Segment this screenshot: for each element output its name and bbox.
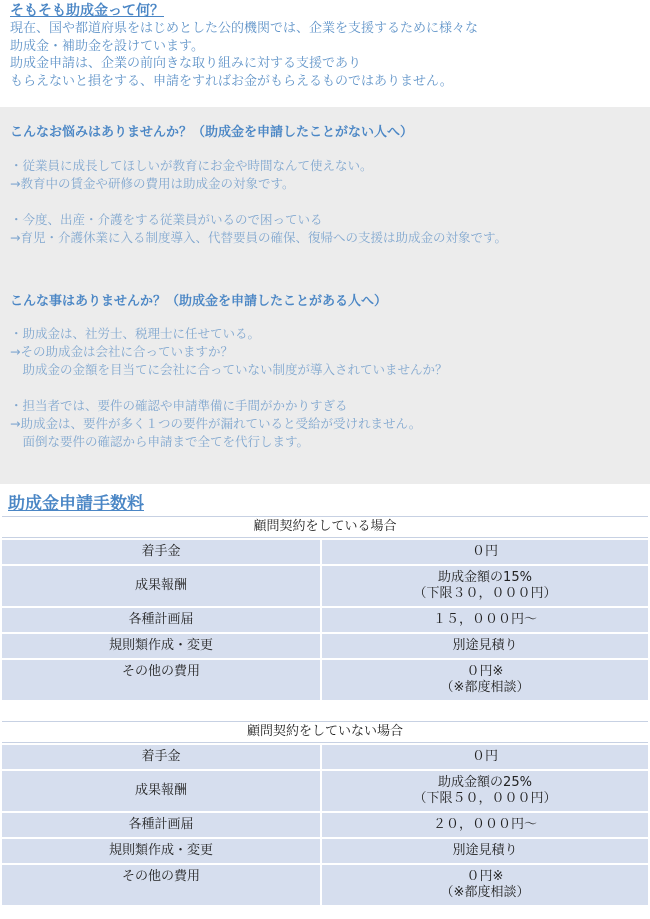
fee-label: 規則類作成・変更 (2, 839, 320, 863)
worries-new-heading: こんなお悩みはありませんか？（助成金を申請したことがない人へ） (10, 125, 414, 140)
table-row (2, 813, 648, 837)
fee-value-line: （※都度相談） (440, 680, 530, 695)
fee-table-header: 顧問契約をしていない場合 (2, 721, 648, 743)
fee-table-header-row (2, 721, 648, 743)
fee-label: 成果報酬 (2, 771, 320, 811)
worries-box (0, 107, 650, 484)
fee-value (320, 771, 648, 811)
table-row (2, 839, 648, 863)
fee-label: その他の費用 (2, 660, 320, 700)
table-row (2, 540, 648, 564)
fee-label: 各種計画届 (2, 813, 320, 837)
fee-value-line: （下限３０，０００円） (413, 586, 557, 601)
fee-value-line: ０円※ (466, 664, 504, 679)
worries-exp-item: →その助成金は会社に合っていますか？ (10, 344, 233, 359)
table-row (2, 608, 648, 632)
worries-exp-item: →助成金は、要件が多く１つの要件が漏れていると受給が受けれません。 (10, 416, 422, 431)
fee-value-line: ０円※ (466, 869, 504, 884)
worries-new-item: →教育中の賃金や研修の費用は助成金の対象です。 (10, 176, 295, 191)
fee-value: ２０，０００円～ (320, 813, 648, 837)
fee-table-header-row (2, 516, 648, 538)
fee-value (320, 660, 648, 700)
worries-exp-item: 面倒な要件の確認から申請まで全てを代行します。 (10, 434, 310, 449)
fee-value: 別途見積り (320, 634, 648, 658)
intro-line: 現在、国や都道府県をはじめとした公的機関では、企業を支援するために様々な (10, 21, 479, 36)
intro-line: 助成金申請は、企業の前向きな取り組みに対する支援であり (10, 56, 362, 71)
fee-value (320, 865, 648, 905)
fee-value-line: 助成金額の15% (438, 570, 532, 585)
fee-value: １５，０００円～ (320, 608, 648, 632)
fee-value: 別途見積り (320, 839, 648, 863)
table-row (2, 634, 648, 658)
fee-label: その他の費用 (2, 865, 320, 905)
fee-label: 着手金 (2, 540, 320, 564)
worries-exp-heading: こんな事はありませんか？（助成金を申請したことがある人へ） (10, 294, 388, 309)
fee-value (320, 566, 648, 606)
table-row (2, 771, 648, 811)
worries-exp-item: 助成金の金額を目当てに会社に合っていない制度が導入されていませんか？ (10, 362, 448, 377)
intro-line: 助成金・補助金を設けています。 (10, 38, 204, 54)
intro-section (10, 2, 640, 90)
fee-value: ０円 (320, 540, 648, 564)
fee-table-with-contract (2, 514, 648, 702)
fee-value-line: （下限５０，０００円） (413, 791, 557, 806)
table-row (2, 745, 648, 769)
worries-new-item: →育児・介護休業に入る制度導入、代替要員の確保、復帰への支援は助成金の対象です。 (10, 230, 507, 245)
intro-title: そもそも助成金って何？ (10, 3, 164, 19)
worries-new-item: ・従業員に成長してほしいが教育にお金や時間なんて使えない。 (10, 158, 373, 173)
fee-value-line: 助成金額の25% (438, 775, 532, 790)
fee-label: 規則類作成・変更 (2, 634, 320, 658)
fee-label: 各種計画届 (2, 608, 320, 632)
table-row (2, 566, 648, 606)
worries-exp-item: ・助成金は、社労士、税理士に任せている。 (10, 326, 261, 341)
worries-new-item: ・今度、出産・介護をする従業員がいるので困っている (10, 212, 323, 227)
fee-value: ０円 (320, 745, 648, 769)
table-row (2, 865, 648, 905)
fee-label: 成果報酬 (2, 566, 320, 606)
intro-line: もらえないと損をする、申請をすればお金がもらえるものではありません。 (10, 73, 453, 89)
fee-value-line: （※都度相談） (440, 885, 530, 900)
fee-table-without-contract (2, 719, 648, 907)
worries-exp-item: ・担当者では、要件の確認や申請準備に手間がかかりすぎる (10, 398, 348, 413)
table-row (2, 660, 648, 700)
fee-label: 着手金 (2, 745, 320, 769)
fee-table-header: 顧問契約をしている場合 (2, 516, 648, 538)
fees-title: 助成金申請手数料 (8, 494, 144, 514)
